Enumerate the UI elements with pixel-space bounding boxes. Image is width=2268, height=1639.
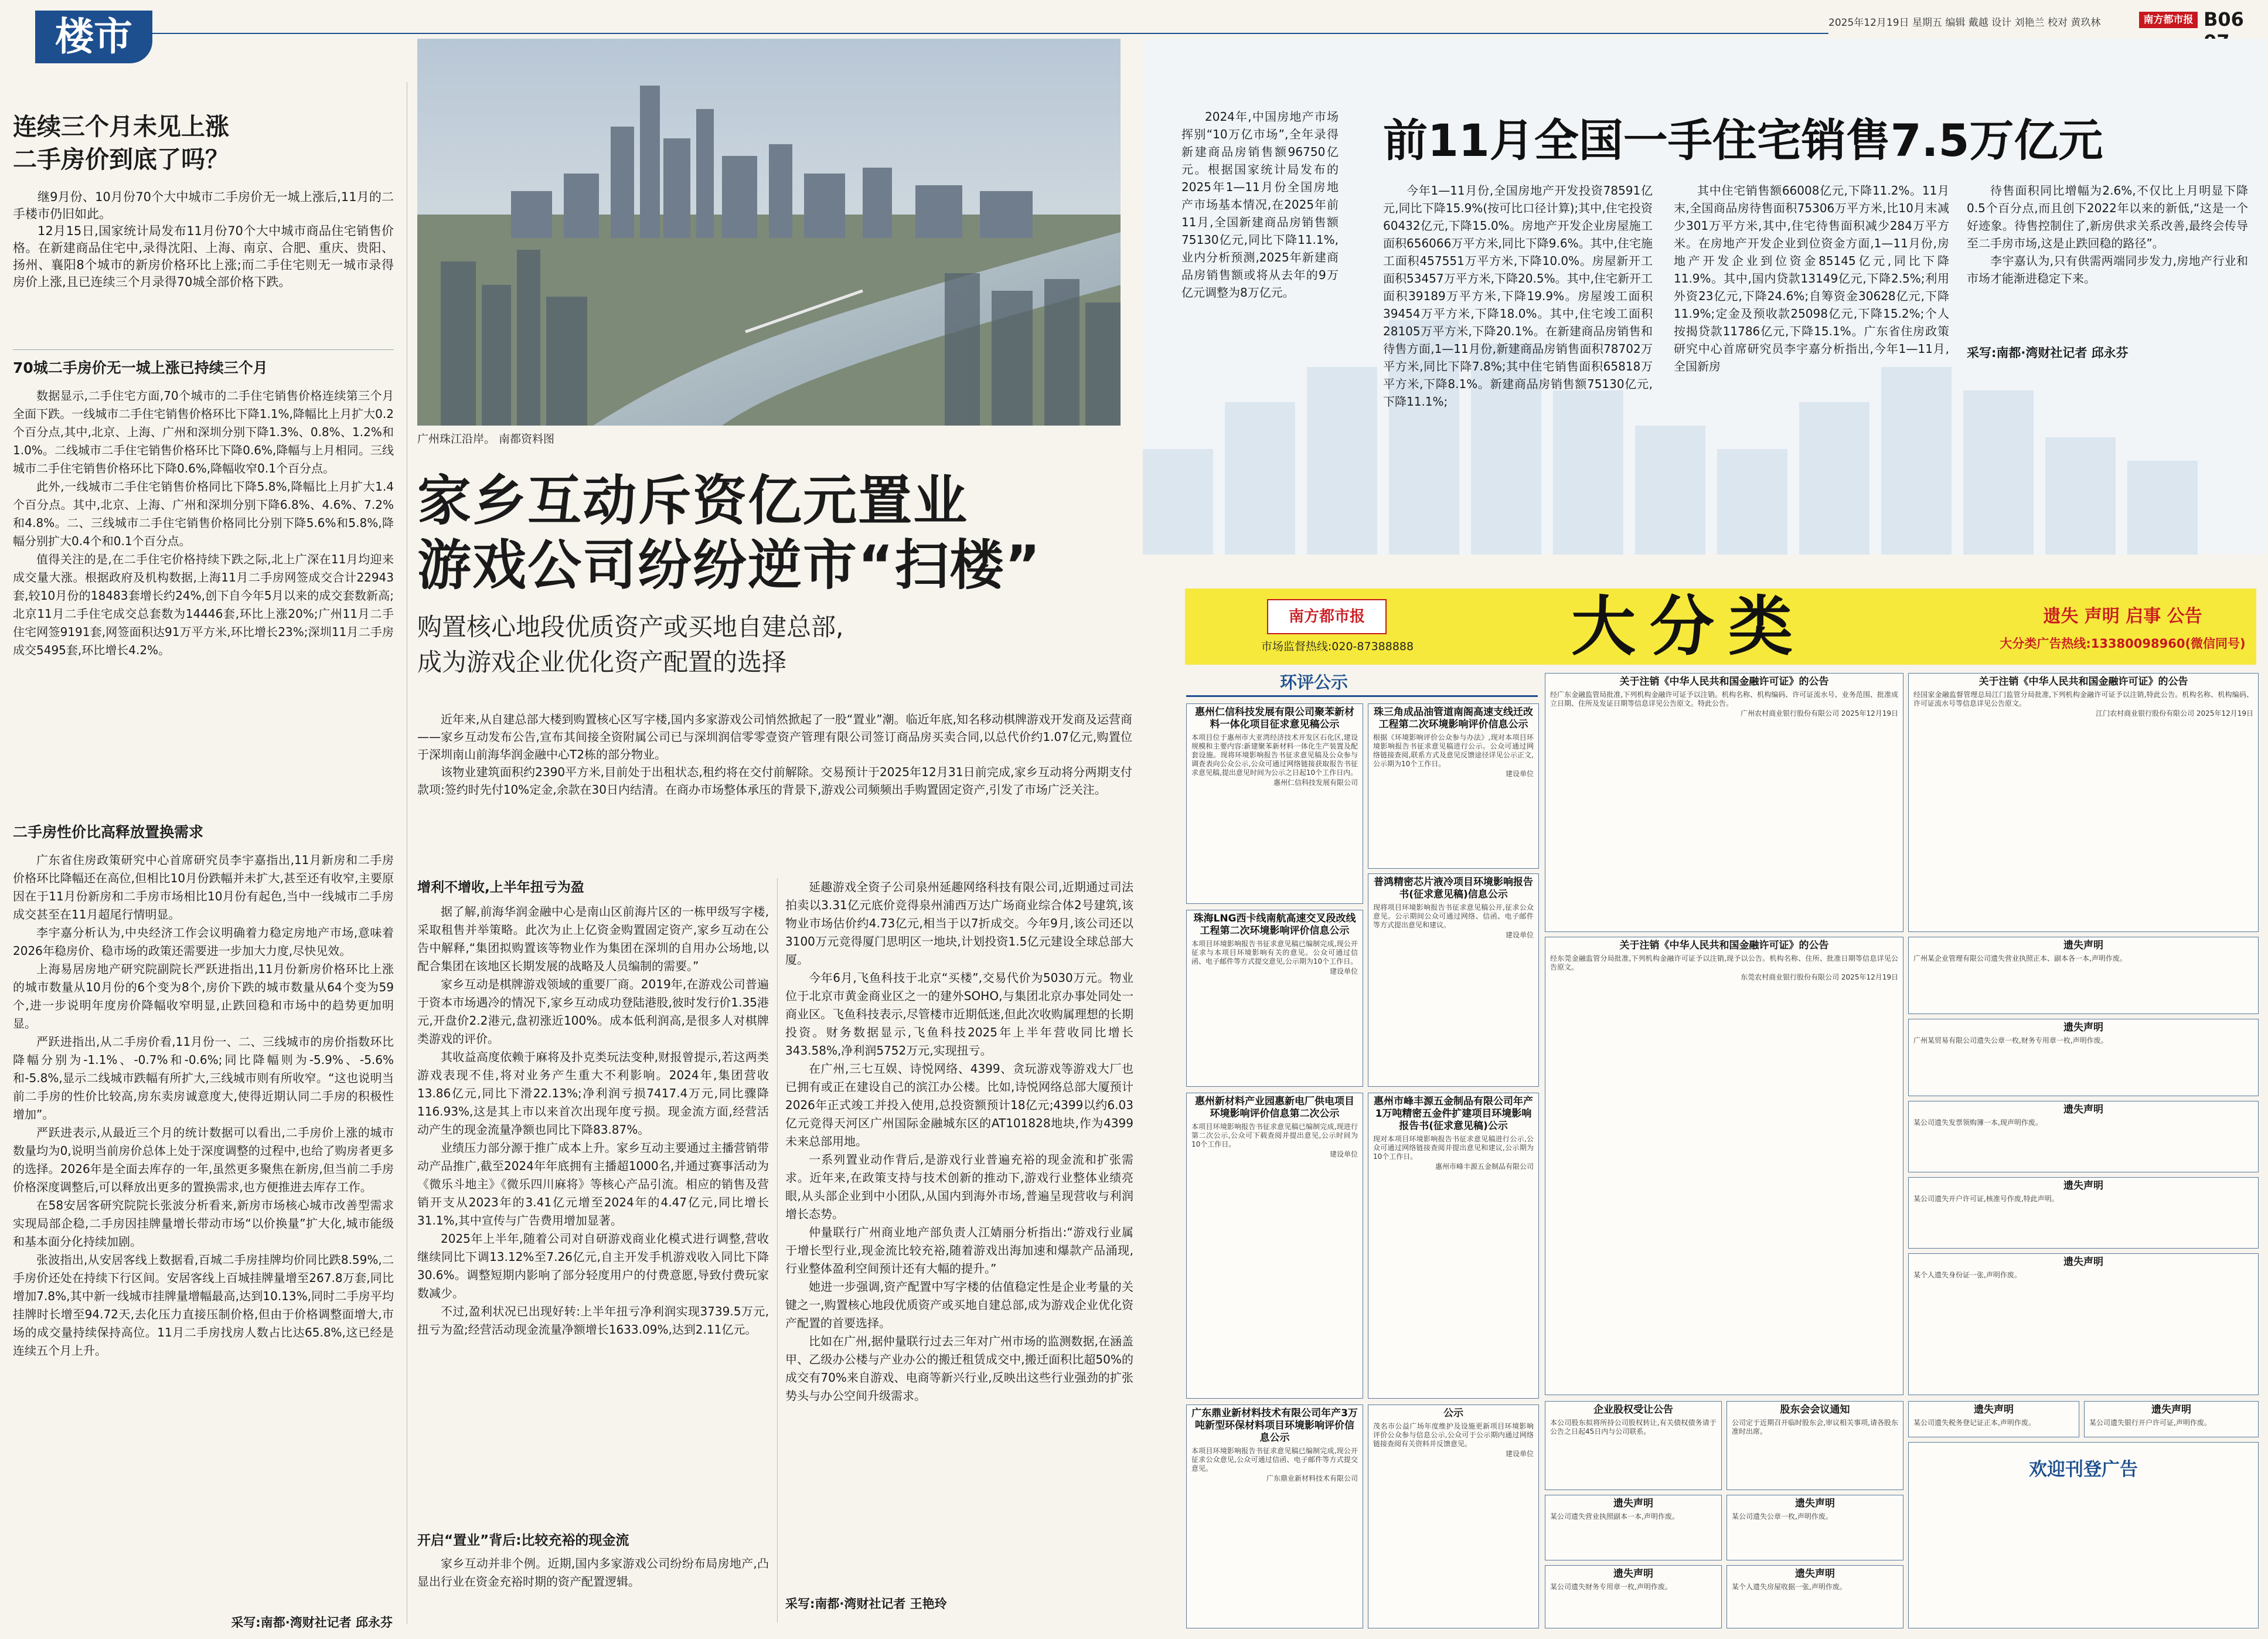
env-ad-2-sign: 建设单位	[1505, 770, 1534, 778]
env-ad-6-sign: 惠州市峰丰源五金制品有限公司	[1435, 1162, 1534, 1171]
classified-logo-text: 南方都市报	[1288, 608, 1365, 625]
lost-5-title: 遗失声明	[2063, 1256, 2103, 1268]
left-sec1-p3: 值得关注的是,在二手住宅价格持续下跌之际,北上广深在11月均迎来成交量大涨。根据政府及机构数据,上海11月二手房网签成交合计22943套,较10月份的18483套增长约24%,创下自今年5月以来的成交套数新高;北京11月二手住宅成交总套数为14446套,环比上涨20%;广州11月二手住宅网签9191套,网签面积达91万平方米,环比增长23%;深圳11月二手房成交5495套,环比增长4.2%。	[13, 552, 394, 657]
center-col2-p1: 延趣游戏全资子公司泉州延趣网络科技有限公司,近期通过司法拍卖以3.31亿元底价竞得泉州浦西万达广场商业综合体2号建筑,该物业市场估价约4.73亿元,相当于以7折成交。今年9月,该公司还以3100万元竞得厦门思明区一地块,计划投资1.5亿元建设全球总部大厦。	[785, 880, 1133, 967]
lost-1	[1908, 937, 2259, 1014]
mid-notice-8-body: 某公司遗失银行开户许可证,声明作废。	[2089, 1419, 2211, 1427]
left-headline-line2: 二手房价到底了吗？	[13, 145, 229, 174]
center-byline: 采写:南都·湾财社记者 王艳玲	[785, 1597, 947, 1611]
env-ad-1-title: 惠州仁信科技发展有限公司聚苯新材料一体化项目征求意见稿公示	[1195, 706, 1354, 730]
left-sec2-p6: 在58安居客研究院院长张波分析看来,新房市场核心城市改善型需求实现局部企稳,二手房因挂牌量增长带动市场“以价换量”扩大化,城市能级和基本面分化持续加剧。	[13, 1198, 394, 1249]
center-col2-p4: 一系列置业动作背后,是游戏行业普遍充裕的现金流和扩张需求。近年来,在政策支持与技术创新的推动下,游戏行业整体业绩亮眼,从头部企业到中小团队,从国内到海外市场,普遍呈现营收与利润增长态势。	[785, 1152, 1133, 1221]
left-sub2: 二手房性价比高释放置换需求	[13, 824, 204, 841]
center-col2-p7: 比如在广州,据仲量联行过去三年对广州市场的监测数据,在涵盖甲、乙级办公楼与产业办公的搬迁租赁成交中,搬迁面积比超50%的成交有70%来自游戏、电商等新兴行业,反映出这些行业强劲的扩张势头与办公空间升级需求。	[785, 1334, 1133, 1403]
env-ad-4-body: 现将项目环境影响报告书征求意见稿公开,征求公众意见。公示期间公众可通过网络、信函、电子邮件等方式提出意见和建议。	[1373, 903, 1534, 929]
center-col1	[417, 903, 769, 1524]
right-col1-text: 今年1—11月份,全国房地产开发投资78591亿元,同比下降15.9%(按可比口径计算);其中,住宅投资60432亿元,下降15.0%。房地产开发企业房屋施工面积656066万平方米,同比下降9.6%。其中,住宅施工面积457551万平方米,下降10.0%。房屋新开工面积53457万平方米,下降20.5%。其中,住宅新开工面积39189万平方米,下降19.9%。房屋竣工面积39454万平方米,下降18.0%。其中,住宅竣工面积28105万平方米,下降20.1%。在新建商品房销售和待售方面,1—11月份,新建商品房销售面积78702万平方米,同比下降7.8%;其中住宅销售面积65818万平方米,下降8.1%。新建商品房销售额75130亿元,下降11.1%;	[1383, 183, 1653, 409]
left-sec2-p5: 严跃进表示,从最近三个月的统计数据可以看出,二手房价上涨的城市数量均为0,说明当前房价总体上处于深度调整的过程中,也给了购房者更多的选择。2026年是全面去库存的一年,虽然更多聚焦在新房,但当前二手房价格深度调整后,可以释放出更多的置换需求,也方便推进去库存工作。	[13, 1125, 394, 1194]
mid-notice-7-body: 某公司遗失税务登记证正本,声明作废。	[1913, 1419, 2035, 1427]
env-ad-2-body: 根据《环境影响评价公众参与办法》,现对本项目环境影响报告书征求意见稿进行公示。公众可通过网络链接查阅,联系方式及意见反馈途径详见公示正文,公示期为10个工作日。	[1373, 733, 1534, 768]
env-ad-6	[1368, 1093, 1539, 1399]
paper-logo-text: 南方都市报	[2143, 14, 2194, 26]
market-side-text	[1181, 108, 1339, 389]
left-sec2-p4: 严跃进指出,从二手房价看,11月份一、二、三线城市的房价指数环比降幅分别为-1.1%、-0.7%和-0.6%;同比降幅则为-5.9%、-5.6%和-5.8%,显示二线城市跌幅有所扩大,三线城市则有所收窄。“这也说明当前二手房的性价比较高,房东卖房诚意度大,使得近期认同二手房的积极性增加”。	[13, 1035, 394, 1121]
left-section2	[13, 851, 394, 1611]
right-col2	[1674, 182, 1949, 510]
market-side-text-body: 2024年,中国房地产市场挥别“10万亿市场”,全年录得新建商品房销售额96750亿元。根据国家统计局发布的2025年1—11月份全国房地产市场基本情况,在2025年前11月,全国新建商品房销售额75130亿元,同比下降11.1%,业内分析预测,2025年新建商品房销售额或将从去年的9万亿元调整为8万亿元。	[1181, 110, 1339, 300]
lost-2-body: 广州某贸易有限公司遗失公章一枚,财务专用章一枚,声明作废。	[1913, 1036, 2108, 1045]
mid-notice-8-title: 遗失声明	[2151, 1404, 2191, 1416]
right-headline: 前11月全国一手住宅销售7.5万亿元	[1383, 114, 2103, 166]
lost-4-title: 遗失声明	[2063, 1180, 2103, 1192]
left-lead-p1: 12月15日,国家统计局发布11月份70个大中城市商品住宅销售价格。在新建商品住宅中,录得沈阳、上海、南京、合肥、重庆、贵阳、扬州、襄阳8个城市的新房价格环比上涨;而二手住宅则无一城市录得房价上涨,且已连续三个月录得70城全部价格下跌。	[13, 224, 394, 289]
notice-3-title: 关于注销《中华人民共和国金融许可证》的公告	[1619, 940, 1829, 951]
mid-notice-3-title: 遗失声明	[1613, 1498, 1653, 1509]
env-ad-3-title: 珠海LNG西卡线南航高速交叉段改线工程第二次环境影响评价信息公示	[1193, 913, 1356, 937]
lost-2-title: 遗失声明	[2063, 1022, 2103, 1033]
lost-4	[1908, 1177, 2259, 1249]
lost-3-title: 遗失声明	[2063, 1104, 2103, 1116]
env-ad-1	[1186, 703, 1363, 904]
mid-notice-7	[1908, 1401, 2079, 1437]
mid-notice-1-title: 企业股权受让公告	[1593, 1404, 1673, 1416]
center-col1-p5: 2025年上半年,随着公司对自研游戏商业化模式进行调整,营收继续同比下调13.12%至7.26亿元,自主开发手机游戏收入同比下降30.6%。调整短期内影响了部分轻度用户的付费意愿,导致付费玩家数减少。	[417, 1232, 769, 1300]
right-col3b-text: 李宇嘉认为,只有供需两端同步发力,房地产行业和市场才能渐进稳定下来。	[1967, 254, 2248, 285]
mid-notice-6-title: 遗失声明	[1795, 1568, 1835, 1580]
env-ad-2-title: 珠三角成品油管道南阁高速支线迁改工程第二次环境影响评价信息公示	[1374, 706, 1533, 730]
center-col1-p1: 据了解,前海华润金融中心是南山区前海片区的一栋甲级写字楼,采取租售并举策略。此次为止上亿资金购置固定资产,家乡互动在公告中解释,“集团拟购置该等物业作为集团在深圳的自用办公场地,以配合集团在该地区长期发展的战略及人员编制的需要。”	[417, 904, 769, 973]
classified-right-title: 遗失 声明 启事 公告	[2043, 606, 2202, 627]
center-col2-p6: 她进一步强调,资产配置中写字楼的估值稳定性是企业考量的关键之一,购置核心地段优质资产或买地自建总部,成为游戏企业优化资产配置的首要选择。	[785, 1280, 1133, 1330]
env-ad-5-sign: 建设单位	[1329, 1150, 1358, 1158]
env-ad-8-sign: 建设单位	[1505, 1450, 1534, 1458]
lost-5-body: 某个人遗失身份证一张,声明作废。	[1913, 1271, 2021, 1279]
mid-notice-2-body: 公司定于近期召开临时股东会,审议相关事项,请各股东准时出席。	[1732, 1419, 1898, 1436]
mid-notice-6-body: 某个人遗失房屋收据一张,声明作废。	[1732, 1583, 1847, 1591]
notice-1-title: 关于注销《中华人民共和国金融许可证》的公告	[1619, 676, 1829, 688]
left-sec2-p1: 广东省住房政策研究中心首席研究员李宇嘉指出,11月新房和二手房价格环比降幅还在高位,但相比10月份跌幅并未扩大,甚至还有收窄,主要原因在于11月份新房和二手房市场相比10月份有起色,当中一线城市二手房成交甚至在11月超尾行情明显。	[13, 853, 394, 921]
center-col1-tail-text: 家乡互动并非个例。近期,国内多家游戏公司纷纷布局房地产,凸显出行业在资金充裕时期的资产配置逻辑。	[417, 1556, 769, 1589]
env-ad-6-body: 现对本项目环境影响报告书征求意见稿进行公示,公众可通过网络链接查阅并提出意见和建议,公示期为10个工作日。	[1373, 1135, 1534, 1161]
center-subheadline-line1: 购置核心地段优质资产或买地自建总部,	[417, 613, 844, 641]
env-ad-7	[1186, 1405, 1363, 1628]
center-headline-line2: 游戏公司纷纷逆市“扫楼”	[417, 534, 1041, 597]
right-col2-text: 其中住宅销售额66008亿元,下降11.2%。11月末,全国商品房待售面积75306万平方米,比10月末减少301万平方米,其中,住宅待售面积减少284万平方米。在房地产开发企业到位资金方面,1—11月份,房地产开发企业到位资金85145亿元,同比下降11.9%。其中,国内贷款13149亿元,下降2.5%;利用外资23亿元,下降24.6%;自筹资金30628亿元,下降11.9%;定金及预收款25098亿元,下降15.2%;个人按揭贷款11786亿元,下降15.1%。广东省住房政策研究中心首席研究员李宇嘉分析指出,今年1—11月,全国新房	[1674, 183, 1949, 373]
left-headline-line1: 连续三个月未见上涨	[13, 113, 229, 141]
header-rule	[152, 33, 1828, 34]
env-ad-3-body: 本项目环境影响报告书征求意见稿已编制完成,现公开征求与本项目环境影响有关的意见。公众可通过信函、电子邮件等方式提交意见,公示期为10个工作日。	[1191, 940, 1358, 965]
env-ad-8-title: 公示	[1443, 1407, 1463, 1419]
notice-3	[1545, 937, 1903, 1395]
mid-notice-4-body: 某公司遗失公章一枚,声明作废。	[1732, 1512, 1833, 1521]
right-col1	[1383, 182, 1653, 533]
lost-2	[1908, 1019, 2259, 1096]
mid-notice-5-body: 某公司遗失财务专用章一枚,声明作废。	[1550, 1583, 1672, 1591]
left-byline: 采写:南都·湾财社记者 邱永芬	[231, 1616, 393, 1630]
classified-phone: 大分类广告热线:13380098960(微信同号)	[2000, 637, 2246, 651]
mid-notice-7-title: 遗失声明	[1974, 1404, 2014, 1416]
mid-notice-1-body: 本公司股东拟将所持公司股权转让,有关债权债务请于公告之日起45日内与公司联系。	[1550, 1419, 1717, 1436]
env-header	[1186, 669, 1538, 697]
center-lead	[417, 710, 1132, 863]
lost-3	[1908, 1101, 2259, 1172]
env-ad-2	[1368, 703, 1539, 869]
mid-notice-6	[1726, 1565, 1903, 1628]
center-col1-tail	[417, 1555, 769, 1611]
center-sub2: 开启“置业”背后:比较充裕的现金流	[417, 1533, 629, 1548]
header-date-line: 2025年12月19日 星期五 编辑 戴越 设计 刘艳兰 校对 黄玖林	[1828, 17, 2101, 29]
classified-title: 大分类	[1571, 589, 1807, 664]
section-tag	[35, 11, 152, 63]
page-number: B06	[2204, 8, 2244, 30]
left-sec2-p3: 上海易居房地产研究院副院长严跃进指出,11月份新房价格环比上涨的城市数量从10月份的6个变为8个,房价下跌的城市数量从64个变为59个,进一步说明年度房价降幅收窄明显,止跌回稳和市场中的趋势更加明显。	[13, 962, 394, 1031]
mid-notice-3-body: 某公司遗失营业执照副本一本,声明作废。	[1550, 1512, 1679, 1521]
env-ad-5	[1186, 1093, 1363, 1399]
env-ad-7-body: 本项目环境影响报告书征求意见稿已编制完成,现公开征求公众意见,公众可通过信函、电子邮件等方式提交意见。	[1191, 1447, 1358, 1473]
center-headline	[417, 469, 1138, 598]
mid-notice-2	[1726, 1401, 1903, 1490]
center-col2-p5: 仲量联行广州商业地产部负责人江婧丽分析指出:“游戏行业属于增长型行业,现金流比较充裕,随着游戏出海加速和爆款产品涌现,行业整体盈利空间预计还有大幅的提升。”	[785, 1225, 1133, 1276]
env-ad-1-sign: 惠州仁信科技发展有限公司	[1273, 778, 1358, 787]
notice-1-sign: 广州农村商业银行股份有限公司 2025年12月19日	[1741, 709, 1898, 718]
env-ad-8-body: 茂名市公益广场年度维护及设施更新项目环境影响评价公众参与信息公示,公众可于公示期内通过网络链接查阅有关资料并反馈意见。	[1373, 1422, 1534, 1448]
env-ad-3	[1186, 910, 1363, 1087]
left-lead	[13, 189, 394, 340]
lost-1-title: 遗失声明	[2063, 940, 2103, 951]
center-col1-p2: 家乡互动是棋牌游戏领域的重要厂商。2019年,在游戏公司普遍于资本市场遇冷的情况下,家乡互动成功登陆港股,彼时发行价1.35港元,开盘价2.2港元,盘初涨近100%。成本低利润高,是很多人对棋牌类游戏的评价。	[417, 977, 769, 1046]
notice-2-title: 关于注销《中华人民共和国金融许可证》的公告	[1978, 676, 2188, 688]
welcome-ad-text: 欢迎刊登广告	[2029, 1459, 2138, 1480]
mid-notice-4-title: 遗失声明	[1795, 1498, 1835, 1509]
mid-notice-4	[1726, 1495, 1903, 1560]
left-sec2-p2: 李宇嘉分析认为,中央经济工作会议明确着力稳定房地产市场,意味着2026年稳房价、稳市场的政策还需要进一步加大力度,尽快见效。	[13, 926, 394, 958]
mid-notice-2-title: 股东会会议通知	[1780, 1404, 1850, 1416]
lost-1-body: 广州某企业管理有限公司遗失营业执照正本、副本各一本,声明作废。	[1913, 954, 2127, 963]
center-lead-p2: 该物业建筑面积约2390平方米,目前处于出租状态,租约将在交付前解除。交易预计于2025年12月31日前完成,家乡互动将分两期支付款项:签约时先付10%定金,余款在30日内结清。在商办市场整体承压的背景下,游戏公司频频出手购置固定资产,引发了市场广泛关注。	[417, 765, 1132, 797]
right-col3-text: 待售面积同比增幅为2.6%,不仅比上月明显下降0.5个百分点,而且创下2022年以来的新低,“这是一个好迹象。待售控制住了,新房供求关系改善,最终会传导至二手房市场,这是止跌回稳的路径”。	[1967, 183, 2248, 250]
classified-logo	[1267, 599, 1387, 634]
env-ad-7-title: 广东鼎业新材料技术有限公司年产3万吨新型环保材料项目环境影响评价信息公示	[1191, 1407, 1358, 1444]
left-sec2-p7: 张波指出,从安居客线上数据看,百城二手房挂牌均价同比跌8.59%,二手房价还处在持续下行区间。安居客线上百城挂牌量增至267.8万套,同比增加7.8%,其中新一线城市挂牌量增幅最高,达到10.13%,同时二手房平均挂牌时长增至94.72天,去化压力直接压制价格,但由于价格调整面增大,市场的成交量持续保持高位。11月二手房找房人数占比达65.8%,这已经是连续五个月上升。	[13, 1253, 394, 1358]
classified-hotline: 市场监督热线:020-87388888	[1261, 640, 1414, 653]
left-sec1-p2: 此外,一线城市二手住宅销售价格同比下降5.8%,降幅比上月扩大1.4个百分点。其中,北京、上海、广州和深圳分别下降6.8%、4.6%、7.2%和4.8%。二、三线城市二手住宅销售价格同比分别下降5.6%和5.8%,降幅分别扩大0.4个和0.1个百分点。	[13, 480, 394, 548]
lost-5	[1908, 1253, 2259, 1395]
welcome-ad-space	[1908, 1442, 2259, 1628]
mid-notice-8	[2084, 1401, 2259, 1437]
center-col1-p3: 其收益高度依赖于麻将及扑克类玩法变种,财报曾提示,若这两类游戏表现不佳,将对业务产生重大不利影响。2024年,集团营收13.86亿元,同比下滑22.13%;净利润亏损7417.4万元,同比骤降116.93%,这是其上市以来首次出现年度亏损。现金流方面,经营活动产生的现金流量净额也同比下降83.87%。	[417, 1050, 769, 1137]
section-title: 楼市	[55, 14, 132, 59]
right-col3	[1967, 182, 2248, 328]
right-byline: 采写:南都·湾财社记者 邱永芬	[1967, 346, 2129, 360]
env-ad-4-title: 普鸿精密芯片液冷项目环境影响报告书(征求意见稿)信息公示	[1374, 876, 1533, 900]
mid-notice-5-title: 遗失声明	[1613, 1568, 1653, 1580]
photo-caption: 广州珠江沿岸。 南都资料图	[417, 433, 555, 446]
mid-notice-5	[1545, 1565, 1722, 1628]
notice-1	[1545, 673, 1903, 932]
lost-3-body: 某公司遗失发票领购簿一本,现声明作废。	[1913, 1118, 2042, 1127]
notice-2-body: 经国家金融监督管理总局江门监管分局批准,下列机构金融许可证予以注销,特此公告。机构名称、机构编码、许可证流水号等信息详见公告原文。	[1913, 691, 2253, 708]
left-sec1-p1: 数据显示,二手住宅方面,70个城市的二手住宅销售价格连续第三个月全面下跌。一线城市二手住宅销售价格环比下降1.1%,降幅比上月扩大0.2个百分点,其中,北京、上海、广州和深圳分别下降1.3%、0.8%、1.2%和1.0%。二线城市二手住宅销售价格环比下降0.6%,降幅与上月相同。三线城市二手住宅销售价格环比下降0.6%,降幅收窄0.1个百分点。	[13, 389, 394, 475]
center-subheadline-line2: 成为游戏企业优化资产配置的选择	[417, 648, 787, 676]
center-lead-p1: 近年来,从自建总部大楼到购置核心区写字楼,国内多家游戏公司悄然掀起了一股“置业”潮。临近年底,知名移动棋牌游戏开发商及运营商——家乡互动发布公告,宣布其间接全资附属公司已与深圳润信零零壹资产管理有限公司签订商品房买卖合同,以总代价约1.07亿元,购置位于深圳南山前海华润金融中心T2栋的部分物业。	[417, 712, 1132, 761]
left-sub1: 70城二手房价无一城上涨已持续三个月	[13, 359, 268, 376]
center-col2-p3: 在广州,三七互娱、诗悦网络、4399、贪玩游戏等游戏大厂也已拥有或正在建设自己的滨江办公楼。比如,诗悦网络总部大厦预计2026年正式竣工并投入使用,总投资额预计18亿元;4399以约6.03亿元竞得天河区广州国际金融城东区的AT101828地块,作为4399未来总部用地。	[785, 1062, 1133, 1148]
notice-2-sign: 江门农村商业银行股份有限公司 2025年12月19日	[2096, 709, 2253, 718]
center-sub1: 增利不增收,上半年扭亏为盈	[417, 880, 584, 895]
mid-notice-3	[1545, 1495, 1722, 1560]
env-header-title: 环评公示	[1280, 672, 1348, 692]
classified-banner	[1185, 589, 2256, 665]
notice-2	[1908, 673, 2259, 932]
notice-1-body: 经广东金融监管局批准,下列机构金融许可证予以注销。机构名称、机构编码、许可证流水号、业务范围、批准成立日期、住所及发证日期等信息详见公告原文。特此公告。	[1550, 691, 1898, 708]
env-ad-8	[1368, 1405, 1539, 1628]
city-skyline-image	[417, 39, 1121, 426]
left-lead-rule	[13, 349, 394, 350]
env-ad-5-title: 惠州新材料产业园惠新电厂供电项目环境影响评价信息第二次公示	[1195, 1096, 1354, 1120]
env-ad-4	[1368, 873, 1539, 1087]
center-column-divider	[777, 878, 778, 1623]
env-ad-4-sign: 建设单位	[1505, 931, 1534, 939]
lost-4-body: 某公司遗失开户许可证,核准号作废,特此声明。	[1913, 1195, 2059, 1203]
center-subheadline	[417, 610, 1138, 680]
mid-notice-1	[1545, 1401, 1722, 1490]
env-ad-5-body: 本项目环境影响报告书征求意见稿已编制完成,现进行第二次公示,公众可下载查阅并提出意见,公示时间为10个工作日。	[1191, 1123, 1358, 1148]
notice-3-body: 经东莞金融监管分局批准,下列机构金融许可证予以注销,现予以公告。机构名称、住所、批准日期等信息详见公告原文。	[1550, 954, 1898, 971]
center-col1-p6: 不过,盈利状况已出现好转:上半年扭亏净利润实现3739.5万元,扭亏为盈;经营活动现金流量净额增长1633.09%,达到2.11亿元。	[417, 1304, 769, 1337]
left-section1	[13, 387, 394, 821]
notice-3-sign: 东莞农村商业银行股份有限公司 2025年12月19日	[1741, 973, 1898, 981]
center-col2	[785, 878, 1133, 1587]
left-lead-text: 继9月份、10月份70个大中城市二手房价无一城上涨后,11月的二手楼市仍旧如此。	[13, 190, 394, 221]
env-ad-7-sign: 广东鼎业新材料技术有限公司	[1266, 1474, 1358, 1482]
center-col2-p2: 今年6月,飞鱼科技于北京“买楼”,交易代价为5030万元。物业位于北京市黄金商业区之一的建外SOHO,与集团北京办事处同处一商业区。飞鱼科技表示,尽管楼市近期低迷,但此次收购属理想的长期投资。财务数据显示,飞鱼科技2025年上半年营收同比增长343.58%,净利润5752万元,实现扭亏。	[785, 971, 1133, 1057]
env-ad-3-sign: 建设单位	[1329, 967, 1358, 975]
center-col1-p4: 业绩压力部分源于推广成本上升。家乡互动主要通过主播营销带动产品推广,截至2024年年底拥有主播超1000名,并通过赛事活动为《微乐斗地主》《微乐四川麻将》等核心产品引流。相应的销售及营销开支从2023年的3.41亿元增至2024年的4.47亿元,同比增长31.1%,其中宣传与广告费用增加显著。	[417, 1141, 769, 1227]
env-ad-1-body: 本项目位于惠州市大亚湾经济技术开发区石化区,建设规模和主要内容:新建聚苯新材料一体化生产装置及配套设施。现将环境影响报告书征求意见稿及公众参与调查表向公众公示,公众可通过网络链接获取报告书征求意见稿,提出意见时间为公示之日起10个工作日内。	[1191, 733, 1358, 777]
left-headline	[13, 110, 394, 176]
center-headline-line1: 家乡互动斥资亿元置业	[417, 470, 969, 532]
env-ad-6-title: 惠州市峰丰源五金制品有限公司年产1万吨精密五金件扩建项目环境影响报告书(征求意见稿)公示	[1374, 1096, 1533, 1132]
city-photo	[417, 39, 1121, 426]
paper-logo	[2139, 12, 2198, 28]
